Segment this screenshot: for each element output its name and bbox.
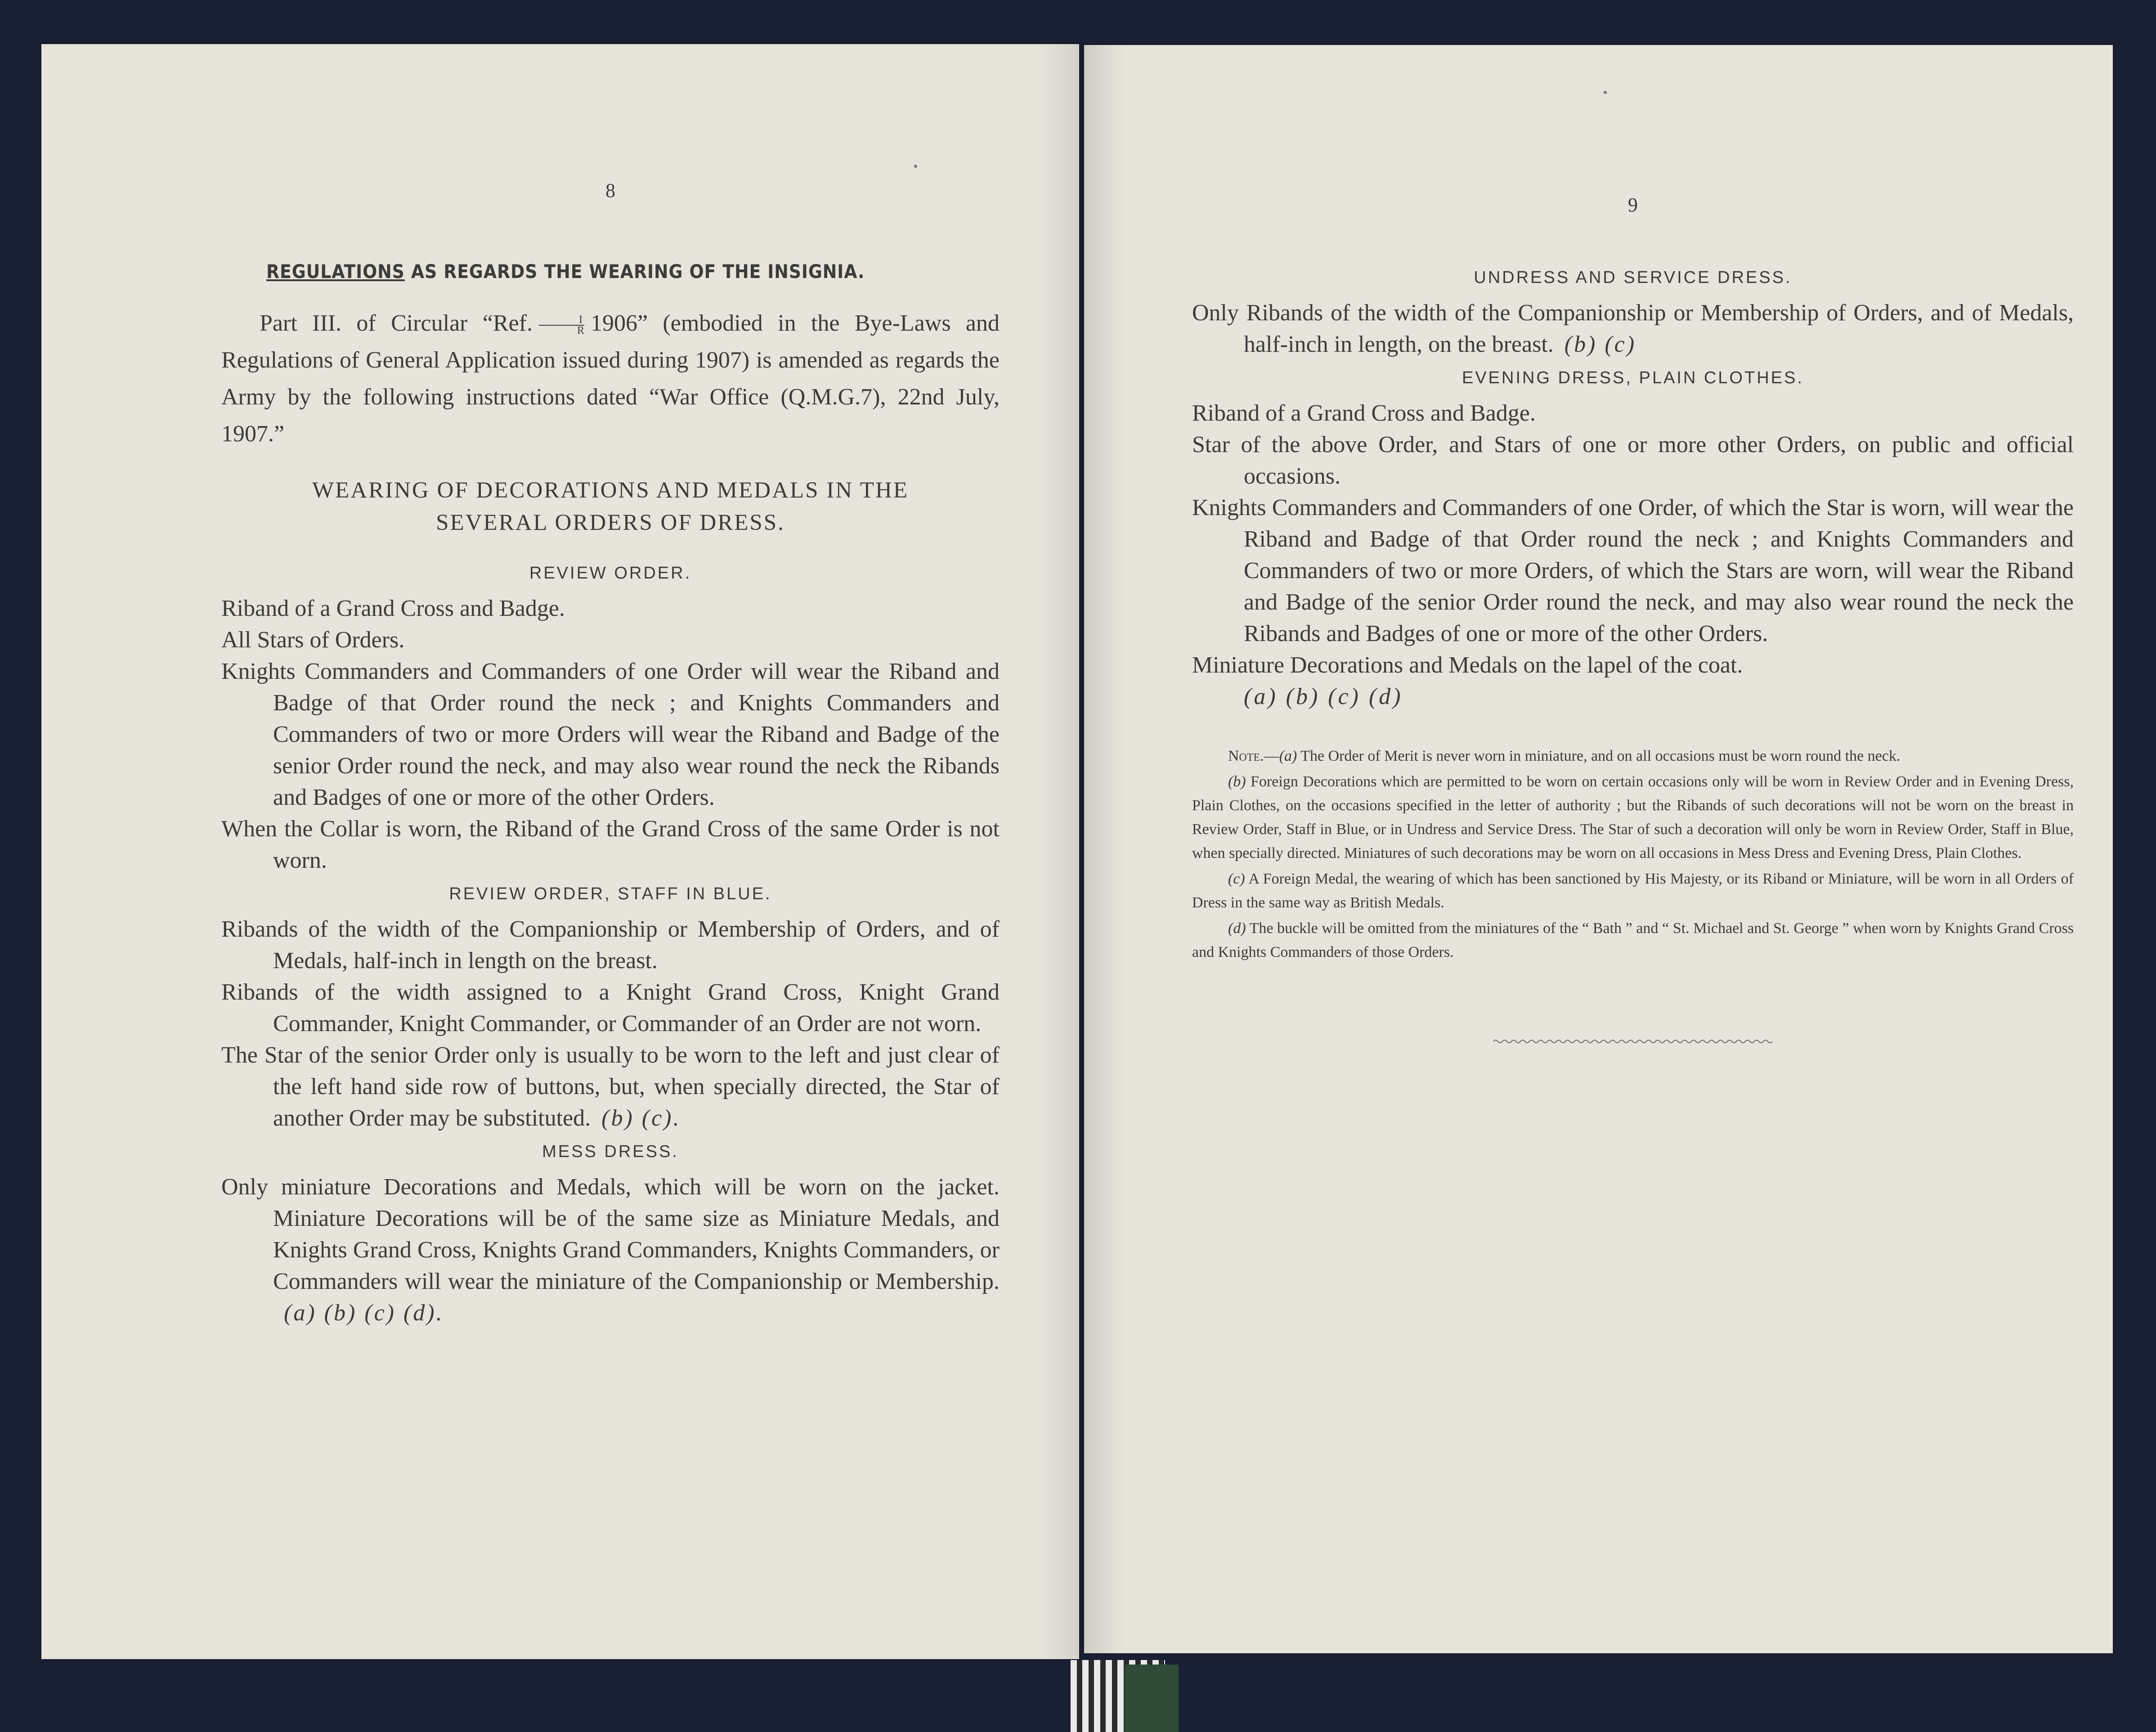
note-references: (a) (b) (c) (d) — [1244, 684, 1403, 709]
note-references: (b) (c) — [1564, 332, 1636, 357]
list-item: Only miniature Decorations and Medals, which will be worn on the jacket. Miniature Decorations will be of the same size as Miniature Medals, and Knights Grand Cross, Knights Grand Commanders, Knights Commanders, or Commanders will wear the miniature of the Companionship or Membership.(a) (b) (c) (d). — [221, 1174, 1000, 1326]
list-item: Star of the above Order, and Stars of one or more other Orders, on public and official occasions. — [1192, 432, 2074, 489]
paper-speck — [914, 165, 917, 168]
list-item: The Star of the senior Order only is usually to be worn to the left and just clear of the left hand side row of buttons, but, when specially directed, the Star of another Order may be substituted. (b) (c). — [221, 1042, 1000, 1131]
footnotes — [1192, 744, 2074, 964]
right-page — [1084, 45, 2113, 1653]
section-heading-review-staff: REVIEW ORDER, STAFF IN BLUE. — [449, 884, 772, 903]
footnote-d: (d) The buckle will be omitted from the miniatures of the “ Bath ” and “ St. Michael and St. George ” when worn by Knights Grand Cross and Knights Commanders of those Orders. — [1192, 920, 2074, 960]
page-number: 8 — [605, 179, 615, 202]
page-number: 9 — [1628, 194, 1638, 216]
list-item: When the Collar is worn, the Riband of the Grand Cross of the same Order is not worn. — [221, 816, 1000, 873]
gutter-shadow — [1039, 44, 1079, 1659]
list-item: Only Ribands of the width of the Companionship or Membership of Orders, and of Medals, half-inch in length, on the breast. (b) (c) — [1192, 300, 2074, 357]
list-item: Riband of a Grand Cross and Badge. — [221, 596, 565, 621]
list-item: Riband of a Grand Cross and Badge. — [1192, 400, 1536, 426]
binding-ribbon — [1125, 1665, 1179, 1732]
section-heading-undress: UNDRESS AND SERVICE DRESS. — [1474, 268, 1792, 287]
left-page — [41, 44, 1079, 1659]
list-item: Knights Commanders and Commanders of one Order, of which the Star is worn, will wear the Riband and Badge of that Order round the neck ; and Knights Commanders and Commanders of two or more Orders, of which the Stars are worn, will wear the Riband and Badge of the senior Order round the neck, and may also wear round the neck the Ribands and Badges of one or more of the other Orders. — [1192, 495, 2074, 646]
list-item: Ribands of the width assigned to a Knight Grand Cross, Knight Grand Commander, Knight Commander, or Commander of an Order are not worn. — [221, 979, 1000, 1037]
section-heading-mess-dress: MESS DRESS. — [542, 1142, 679, 1161]
intro-paragraph — [221, 305, 1000, 453]
paper-speck — [1604, 91, 1607, 94]
left-page-content — [221, 179, 1000, 1329]
note-references: (b) (c). — [601, 1105, 681, 1131]
wavy-divider — [1493, 1036, 1772, 1043]
list-item: All Stars of Orders. — [221, 627, 405, 653]
title-rest: AS REGARDS THE WEARING OF THE INSIGNIA. — [411, 260, 865, 283]
section-heading-review-order: REVIEW ORDER. — [529, 564, 692, 583]
note-references: (a) (b) (c) (d). — [284, 1300, 444, 1326]
title-underlined-word: REGULATIONS — [266, 260, 405, 283]
footnote-a: Note.—(a) The Order of Merit is never worn in miniature, and on all occasions must be worn round the neck. — [1228, 748, 1901, 764]
right-page-content — [1192, 193, 2074, 1043]
page-title — [266, 260, 926, 283]
footnote-c: (c) A Foreign Medal, the wearing of which has been sanctioned by His Majesty, or its Riband or Miniature, will be worn in all Orders of Dress in the same way as British Medals. — [1192, 870, 2074, 911]
reference-fraction: $\frac{I}{R}$ — [539, 315, 584, 336]
list-item: Miniature Decorations and Medals on the lapel of the coat. — [1192, 652, 1743, 678]
intro-text-start: Part III. of Circular “Ref. — [260, 310, 533, 336]
gutter-shadow — [1084, 45, 1125, 1653]
list-item: Knights Commanders and Commanders of one Order will wear the Riband and Badge of that Order round the neck ; and Knights Commanders and Commanders of two or more Orders will wear the Riband and Badge of the senior Order round the neck, and may also wear round the neck the Ribands and Badges of one or more of the other Orders. — [221, 659, 1000, 810]
wavy-line — [1493, 1038, 1772, 1043]
dress-orders-heading: WEARING OF DECORATIONS AND MEDALS IN THE SEVERAL ORDERS OF DRESS. — [312, 478, 909, 535]
intro-text-end: 1906” (embodied in the Bye-Laws and Regulations of General Application issued during 1907) is amended as regards the Army by the following instructions dated “War Office (Q.M.G.7), 22nd July, 1907.” — [221, 310, 1000, 447]
list-item: Ribands of the width of the Companionship or Membership of Orders, and of Medals, half-inch in length on the breast. — [221, 916, 1000, 974]
section-heading-evening-dress: EVENING DRESS, PLAIN CLOTHES. — [1461, 368, 1804, 387]
footnote-b: (b) Foreign Decorations which are permitted to be worn on certain occasions only will be worn in Review Order and in Evening Dress, Plain Clothes, on the occasions specified in the letter of authority ; but the Ribands of such decorations will not be worn on the breast in Review Order, Staff in Blue, or in Undress and Service Dress. The Star of such a decoration will only be worn in Review Order, Staff in Blue, when specially directed. Miniatures of such decorations may be worn on all occasions in Mess Dress and Evening Dress, Plain Clothes. — [1192, 773, 2074, 862]
